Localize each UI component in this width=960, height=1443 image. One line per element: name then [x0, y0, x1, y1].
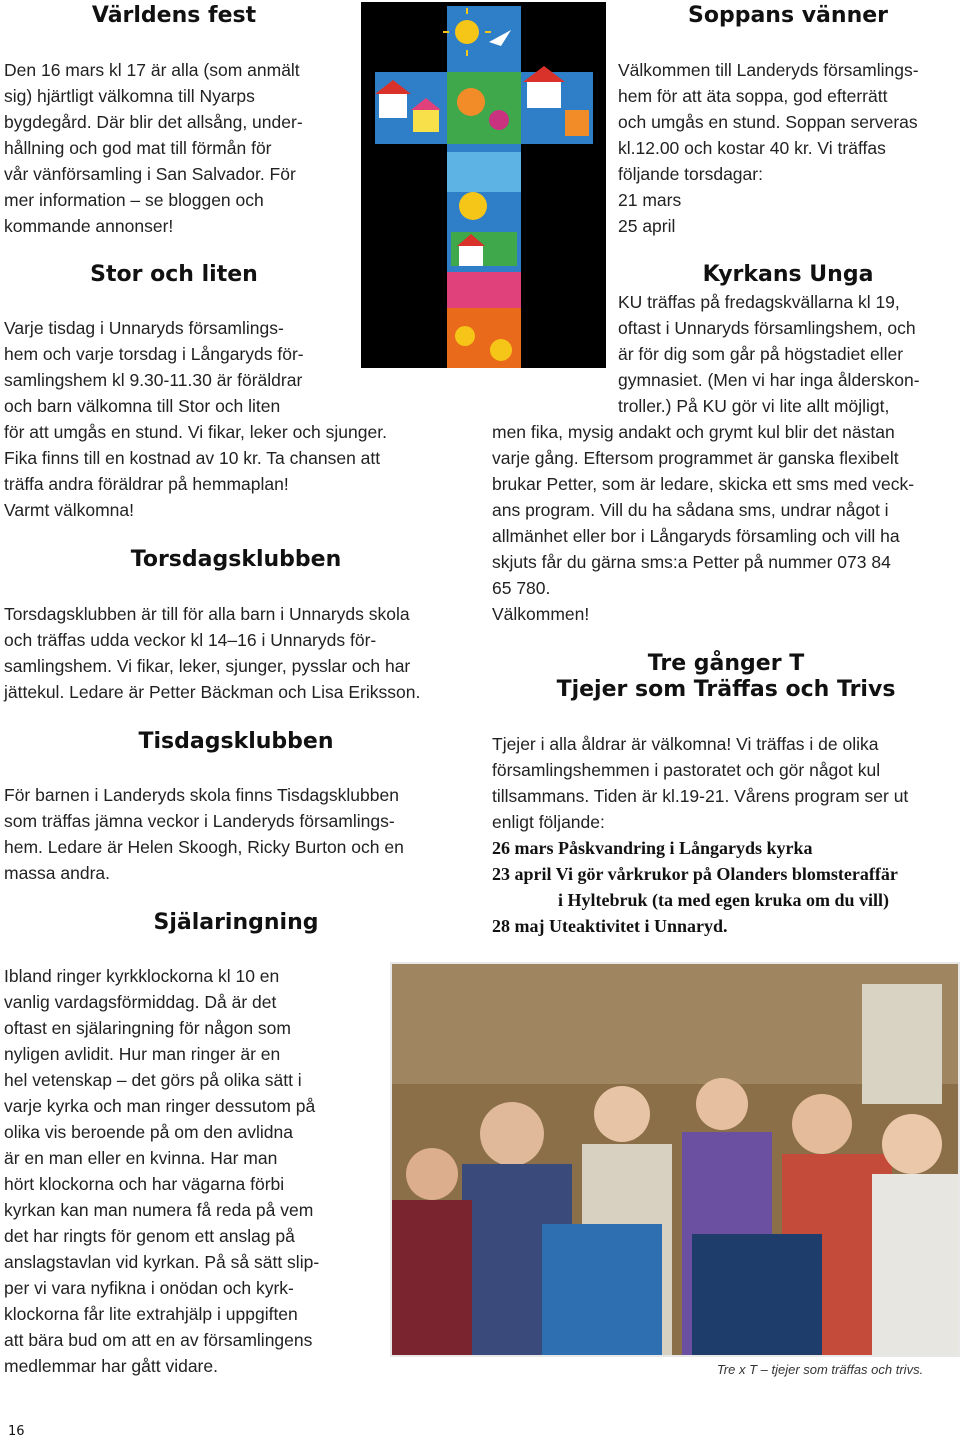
text-line: kommande annonser!: [4, 216, 174, 236]
photo-caption: Tre x T – tjejer som träffas och trivs.: [716, 1362, 924, 1377]
text-line: men fika, mysig andakt och grymt kul blir det nästan: [492, 422, 895, 442]
text-line: kyrkan kan man numera få reda på vem: [4, 1200, 314, 1220]
text-line: hem och varje torsdag i Långaryds för-: [4, 344, 304, 364]
paragraph-stor-och-liten: [4, 315, 387, 523]
heading-soppans-vanner: Soppans vänner: [688, 3, 888, 28]
text-line: Varmt välkomna!: [4, 500, 134, 520]
text-line: 25 april: [618, 216, 676, 236]
text-line: bygdegård. Där blir det allsång, under-: [4, 112, 303, 132]
text-line: jättekul. Ledare är Petter Bäckman och Lisa Eriksson.: [4, 682, 421, 702]
paragraph-tisdagsklubben: [4, 782, 404, 886]
text-line: församlingshemmen i pastoratet och gör något kul: [492, 760, 881, 780]
text-line: hel vetenskap – det görs på olika sätt i: [4, 1070, 302, 1090]
text-line: varje gång. Eftersom programmet är ganska flexibelt: [492, 448, 899, 468]
heading-tisdagsklubben: Tisdagsklubben: [138, 729, 334, 754]
paragraph-torsdagsklubben: [4, 601, 420, 705]
text-line: nyligen avlidit. Hur man ringer är en: [4, 1044, 281, 1064]
program-item: i Hyltebruk (ta med egen kruka om du vill): [558, 890, 890, 910]
text-line: hem. Ledare är Helen Skoogh, Ricky Burton och en: [4, 837, 404, 857]
text-line: hållning och god mat till förmån för: [4, 138, 272, 158]
text-line: och träffas udda veckor kl 14–16 i Unnaryds för-: [4, 630, 377, 650]
paragraph-sjalaringning: [4, 963, 319, 1379]
paragraph-kyrkans-unga-wide: [492, 419, 914, 627]
text-line: följande torsdagar:: [618, 164, 763, 184]
text-line: Torsdagsklubben är till för alla barn i Unnaryds skola: [4, 604, 410, 624]
group-hug-photo-illustration: [392, 964, 958, 1355]
paragraph-kyrkans-unga-narrow: [618, 289, 920, 419]
text-line: träffa andra föräldrar på hemmaplan!: [4, 474, 289, 494]
text-line: 21 mars: [618, 190, 682, 210]
text-line: ans program. Vill du ha sådana sms, undrar något i: [492, 500, 889, 520]
text-line: och barn välkomna till Stor och liten: [4, 396, 281, 416]
text-line: medlemmar har gått vidare.: [4, 1356, 218, 1376]
text-line: varje kyrka och man ringer dessutom på: [4, 1096, 316, 1116]
text-line: KU träffas på fredagskvällarna kl 19,: [618, 292, 900, 312]
text-line: mer information – se bloggen och: [4, 190, 264, 210]
text-line: troller.) På KU gör vi lite allt möjligt,: [618, 396, 890, 416]
text-line: är en man eller en kvinna. Har man: [4, 1148, 278, 1168]
paragraph-varldens-fest: [4, 57, 303, 239]
heading-tre-ganger-t: [492, 651, 960, 703]
program-item: 26 mars Påskvandring i Långaryds kyrka: [492, 838, 813, 858]
heading-line: Tre gånger T: [647, 651, 805, 676]
text-line: det har ringts för genom ett anslag på: [4, 1226, 295, 1246]
text-line: samlingshem. Vi fikar, leker, sjunger, pysslar och har: [4, 656, 411, 676]
text-line: Tjejer i alla åldrar är välkomna! Vi träffas i de olika: [492, 734, 879, 754]
heading-stor-och-liten: Stor och liten: [90, 262, 258, 287]
paragraph-soppans-vanner: [618, 57, 919, 239]
text-line: skjuts får du gärna sms:a Petter på nummer 073 84: [492, 552, 891, 572]
text-line: Välkommen till Landeryds församlings-: [618, 60, 919, 80]
paragraph-tre-ganger-t: [492, 731, 908, 939]
text-line: massa andra.: [4, 863, 111, 883]
text-line: gymnasiet. (Men vi har inga ålderskon-: [618, 370, 920, 390]
program-item: 28 maj Uteaktivitet i Unnaryd.: [492, 916, 728, 936]
text-line: anslagstavlan vid kyrkan. På så sätt slip-: [4, 1252, 320, 1272]
heading-sjalaringning: Själaringning: [153, 910, 319, 935]
heading-line: Tjejer som Träffas och Trivs: [556, 677, 896, 702]
text-line: Ibland ringer kyrkklockorna kl 10 en: [4, 966, 280, 986]
text-line: som träffas jämna veckor i Landeryds församlings-: [4, 811, 395, 831]
text-line: Den 16 mars kl 17 är alla (som anmält: [4, 60, 300, 80]
text-line: allmänhet eller bor i Långaryds församling och vill ha: [492, 526, 900, 546]
program-item: 23 april Vi gör vårkrukor på Olanders blomsteraffär: [492, 864, 898, 884]
text-line: Varje tisdag i Unnaryds församlings-: [4, 318, 284, 338]
text-line: olika vis beroende på om den avlidna: [4, 1122, 293, 1142]
text-line: oftast i Unnaryds församlingshem, och: [618, 318, 916, 338]
text-line: vanlig vardagsförmiddag. Då är det: [4, 992, 277, 1012]
text-line: för att umgås en stund. Vi fikar, leker och sjunger.: [4, 422, 387, 442]
heading-varldens-fest: Världens fest: [91, 3, 257, 28]
text-line: och umgås en stund. Soppan serveras: [618, 112, 918, 132]
text-line: sig) hjärtligt välkomna till Nyarps: [4, 86, 255, 106]
text-line: kl.12.00 och kostar 40 kr. Vi träffas: [618, 138, 886, 158]
text-line: per vi vara nyfikna i onödan och kyrk-: [4, 1278, 294, 1298]
colorful-cross-illustration: [361, 2, 606, 368]
text-line: oftast en själaringning för någon som: [4, 1018, 291, 1038]
group-photo: [390, 962, 960, 1357]
text-line: hem för att äta soppa, god efterrätt: [618, 86, 888, 106]
heading-kyrkans-unga: Kyrkans Unga: [702, 262, 874, 287]
text-line: är för dig som går på högstadiet eller: [618, 344, 904, 364]
text-line: 65 780.: [492, 578, 551, 598]
text-line: klockorna får lite extrahjälp i uppgiften: [4, 1304, 298, 1324]
text-line: Välkommen!: [492, 604, 590, 624]
cross-artwork-image: [361, 2, 606, 368]
text-line: vår vänförsamling i San Salvador. För: [4, 164, 296, 184]
text-line: hört klockorna och har vägarna förbi: [4, 1174, 285, 1194]
page-number: 16: [8, 1424, 25, 1439]
heading-torsdagsklubben: Torsdagsklubben: [130, 547, 342, 572]
text-line: brukar Petter, som är ledare, skicka ett sms med veck-: [492, 474, 915, 494]
text-line: enligt följande:: [492, 812, 605, 832]
text-line: Fika finns till en kostnad av 10 kr. Ta chansen att: [4, 448, 381, 468]
text-line: För barnen i Landeryds skola finns Tisdagsklubben: [4, 785, 399, 805]
text-line: samlingshem kl 9.30-11.30 är föräldrar: [4, 370, 303, 390]
text-line: tillsammans. Tiden är kl.19-21. Vårens program ser ut: [492, 786, 909, 806]
text-line: att bära bud om att en av församlingens: [4, 1330, 313, 1350]
